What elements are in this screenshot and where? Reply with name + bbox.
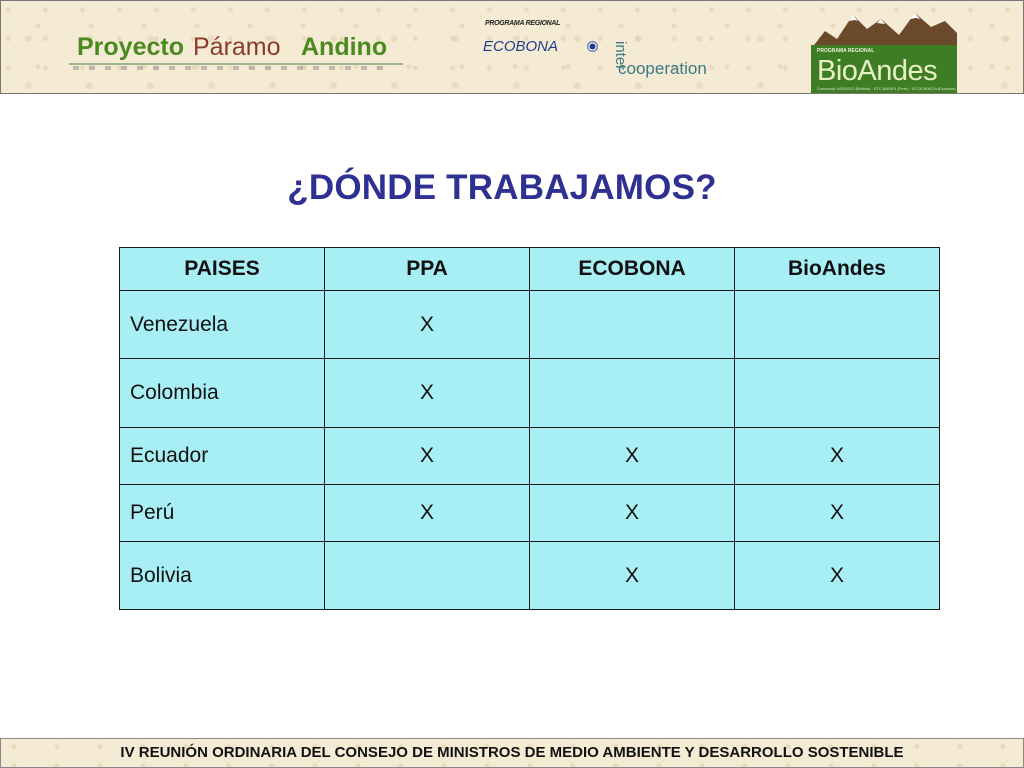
table-row [120,428,940,485]
bioandes-cell: X [735,485,940,542]
footer-banner: IV REUNIÓN ORDINARIA DEL CONSEJO DE MINISTROS DE MEDIO AMBIENTE Y DESARROLLO SOSTENIBLE [0,738,1024,768]
bioandes-logo [811,9,957,93]
ppa-logo-word-2: Páramo [193,33,281,61]
country-cell: Venezuela [120,291,325,359]
country-cell: Bolivia [120,542,325,610]
header-paises: PAISES [120,248,325,291]
ppa-cell [325,542,530,610]
table-header-row [120,248,940,291]
table-row [120,542,940,610]
header-bioandes: BioAndes [735,248,940,291]
ppa-logo-small-print [73,66,383,70]
ecobona-cell: X [530,542,735,610]
bioandes-consortium-text: Consorcio: AGRUCO (Bolivia) · ETC ANDES (Perú) · ECOCIENCIA (Ecuador) [817,86,956,91]
ppa-logo-underline [69,63,403,65]
ecobona-cell: X [530,485,735,542]
ppa-cell: X [325,291,530,359]
mountain-icon [811,9,957,49]
intercooperation-logo-name: cooperation [618,59,707,78]
ppa-cell: X [325,428,530,485]
header-ppa: PPA [325,248,530,291]
country-cell: Perú [120,485,325,542]
slide-title: ¿DÓNDE TRABAJAMOS? [287,168,717,207]
country-cell: Ecuador [120,428,325,485]
ecobona-bullet-icon [587,41,598,52]
header-ecobona: ECOBONA [530,248,735,291]
proyecto-paramo-andino-logo [69,31,403,71]
table-row [120,485,940,542]
countries-table [119,247,940,610]
table-row [120,359,940,428]
bioandes-cell [735,359,940,428]
table-row [120,291,940,359]
ecobona-cell [530,359,735,428]
ppa-logo-word-3: Andino [301,33,388,61]
bioandes-cell: X [735,428,940,485]
bioandes-cell: X [735,542,940,610]
country-cell: Colombia [120,359,325,428]
ecobona-logo-name: ECOBONA [483,38,559,55]
ppa-cell: X [325,485,530,542]
ppa-cell: X [325,359,530,428]
bioandes-cell [735,291,940,359]
ecobona-program-label: PROGRAMA REGIONAL [485,20,561,27]
intercooperation-prefix: inter [612,41,629,71]
bioandes-logo-name: BioAndes [817,55,938,87]
bioandes-program-label: PROGRAMA REGIONAL [817,48,875,54]
header-banner [0,0,1024,94]
ppa-logo-word-1: Proyecto [77,33,184,61]
ecobona-cell [530,291,735,359]
ecobona-cell: X [530,428,735,485]
